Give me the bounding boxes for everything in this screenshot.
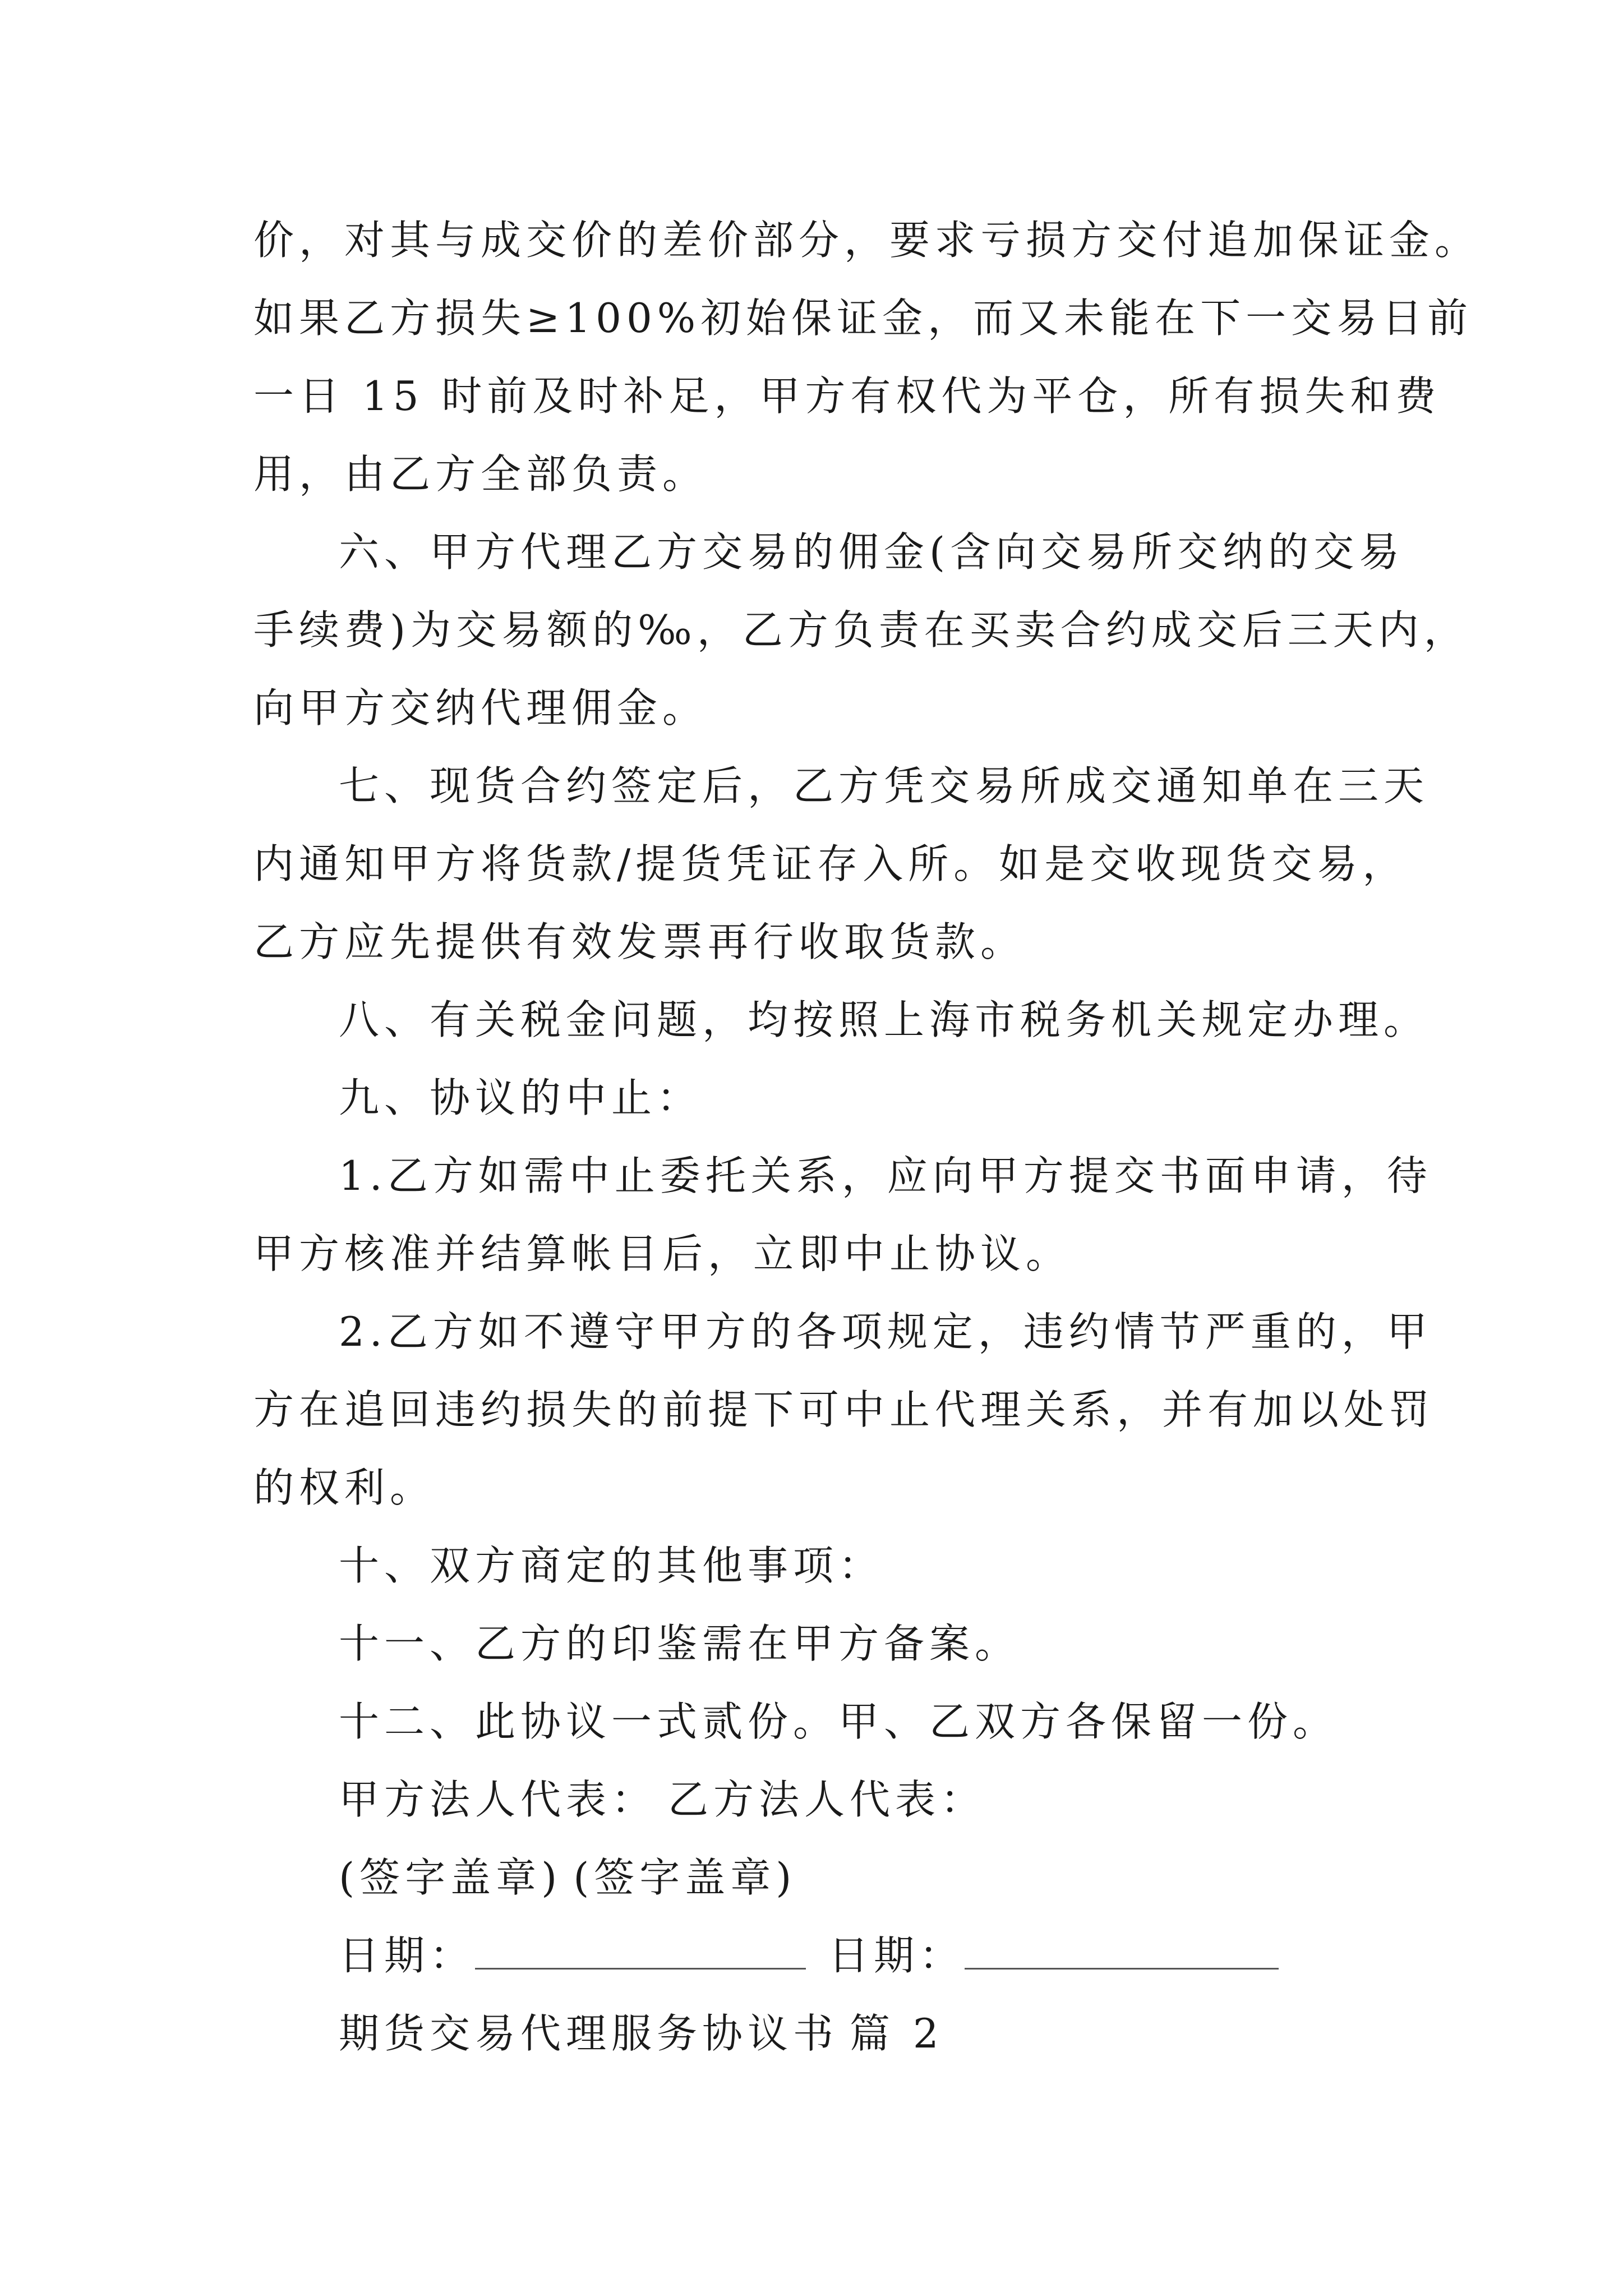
paragraph-line: 如果乙方损失≥100%初始保证金，而又未能在下一交易日前 [253, 295, 1473, 342]
paragraph-line: 手续费)为交易额的‰，乙方负责在买卖合约成交后三天内， [253, 606, 1469, 654]
signature-representatives [339, 1772, 1460, 1828]
clause-nine-item-2: 2.乙方如不遵守甲方的各项规定，违约情节严重的，甲 [339, 1308, 1432, 1355]
party-a-seal: (签字盖章) [339, 1854, 562, 1901]
next-section-heading [339, 2005, 1460, 2062]
next-section-suffix: 篇 2 [850, 2010, 944, 2057]
date-b-blank [965, 1934, 1279, 1970]
clause-twelve: 十二、此协议一式贰份。甲、乙双方各保留一份。 [339, 1698, 1339, 1745]
date-a-label: 日期： [339, 1932, 476, 1979]
clause-eleven: 十一、乙方的印鉴需在甲方备案。 [339, 1620, 1021, 1667]
paragraph-line: 方在追回违约损失的前提下可中止代理关系，并有加以处罚 [253, 1386, 1435, 1433]
party-a-rep-label: 甲方法人代表： [339, 1776, 657, 1823]
clause-nine: 九、协议的中止： [339, 1074, 703, 1121]
signature-dates [339, 1927, 1460, 1984]
paragraph-line: 的权利。 [253, 1464, 436, 1511]
party-b-seal: (签字盖章) [573, 1854, 797, 1901]
paragraph-line: 一日 15 时前及时补足，甲方有权代为平仓，所有损失和费 [253, 372, 1441, 420]
clause-six: 六、甲方代理乙方交易的佣金(含向交易所交纳的交易 [339, 528, 1405, 576]
paragraph-line: 内通知甲方将货款/提货凭证存入所。如是交收现货交易， [253, 840, 1408, 887]
paragraph-line: 价，对其与成交价的差价部分，要求亏损方交付追加保证金。 [253, 217, 1481, 264]
paragraph-line: 甲方核准并结算帐目后，立即中止协议。 [253, 1230, 1072, 1277]
signature-seals [339, 1849, 1460, 1906]
date-b-label: 日期： [828, 1932, 965, 1979]
clause-nine-item-1: 1.乙方如需中止委托关系，应向甲方提交书面申请，待 [339, 1152, 1432, 1199]
paragraph-line: 用，由乙方全部负责。 [253, 450, 708, 498]
paragraph-line: 乙方应先提供有效发票再行收取货款。 [253, 918, 1026, 965]
clause-seven: 七、现货合约签定后，乙方凭交易所成交通知单在三天 [339, 762, 1430, 809]
clause-ten: 十、双方商定的其他事项： [339, 1542, 884, 1589]
next-section-title: 期货交易代理服务协议书 [339, 2010, 839, 2057]
date-a-blank [475, 1934, 806, 1970]
clause-eight: 八、有关税金问题，均按照上海市税务机关规定办理。 [339, 996, 1430, 1043]
paragraph-line: 向甲方交纳代理佣金。 [253, 684, 708, 731]
party-b-rep-label: 乙方法人代表： [668, 1776, 986, 1823]
